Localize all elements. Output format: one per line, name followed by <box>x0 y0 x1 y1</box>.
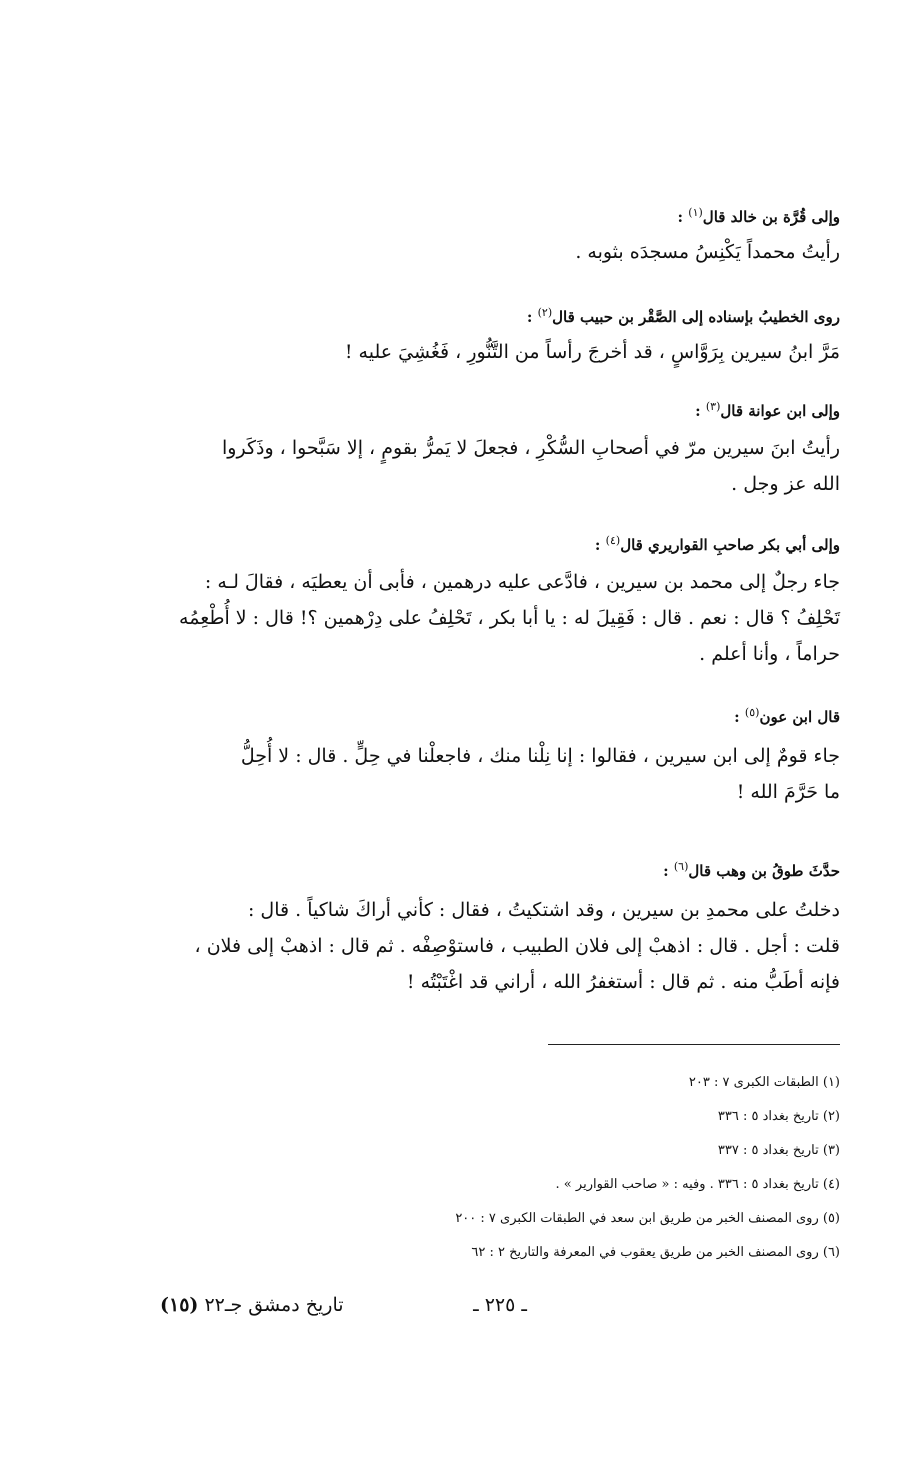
footnote-item: (٣) تاريخ بغداد ٥ : ٣٣٧ <box>717 1143 840 1158</box>
text-line: الله عز وجل . <box>731 473 840 495</box>
section-heading: روى الخطيبُ بإسناده إلى الصَّقْر بن حبيب قال$^{(٢)}$ : <box>526 306 840 326</box>
footnote-divider <box>548 1044 840 1045</box>
footnotes <box>120 1066 840 1270</box>
section-heading: وإلى قُرَّة بن خالد قال$^{(١)}$ : <box>677 206 840 226</box>
book-title: تاريخ دمشق جـ٢٢ <box>204 1294 344 1316</box>
text-line: دخلتُ على محمدِ بن سيرين ، وقد اشتكيتُ ، فقال : كأني أراكَ شاكياً . قال : <box>247 899 840 921</box>
section-1 <box>80 202 840 270</box>
page-number: ـ ٢٢٥ ـ <box>473 1294 527 1316</box>
text-line: تَحْلِفُ ؟ قال : نعم . قال : فَقِيلَ له : يا أبا بكر ، تَحْلِفُ على دِرْهمين ؟! قال : لا أُطْعِمُه <box>179 607 840 629</box>
footnote-item: (٢) تاريخ بغداد ٥ : ٣٣٦ <box>717 1109 840 1124</box>
footnote-item: (٦) روى المصنف الخبر من طريق يعقوب في المعرفة والتاريخ ٢ : ٦٢ <box>471 1245 840 1260</box>
text-line: مَرَّ ابنُ سيرين بِرَوَّاسٍ ، قد أخرجَ رأساً من التَّنُّورِ ، فَغُشِيَ عليه ! <box>344 341 840 363</box>
text-line: رأيتُ ابنَ سيرين مرّ في أصحابِ السُّكْرِ ، فجعلَ لا يَمرُّ بقومٍ ، إلا سَبَّحوا ، وذَكَروا <box>222 437 840 459</box>
section-heading: قال ابن عون$^{(٥)}$ : <box>734 706 840 726</box>
footnote-item: (٤) تاريخ بغداد ٥ : ٣٣٦ . وفيه : « صاحب القوارير » . <box>555 1177 840 1192</box>
footnote-ref: (٦) <box>673 860 689 873</box>
footnote-ref: (٣) <box>705 400 721 413</box>
footnote-ref: (١) <box>688 206 703 219</box>
section-heading: وإلى أبي بكر صاحبِ القواريري قال$^{(٤)}$ : <box>594 534 840 554</box>
footnote-item: (٥) روى المصنف الخبر من طريق ابن سعد في الطبقات الكبرى ٧ : ٢٠٠ <box>455 1211 840 1226</box>
text-line: جاء رجلٌ إلى محمد بن سيرين ، فادَّعى عليه درهمين ، فأبى أن يعطيَه ، فقالَ لـه : <box>204 571 840 593</box>
text-line: ما حَرَّمَ الله ! <box>736 781 840 803</box>
section-heading: وإلى ابن عوانة قال$^{(٣)}$ : <box>695 400 840 420</box>
section-4 <box>80 530 840 672</box>
section-6 <box>80 856 840 1000</box>
signature-number: (١٥) <box>160 1294 199 1316</box>
footnote-item: (١) الطبقات الكبرى ٧ : ٢٠٣ <box>688 1075 840 1090</box>
section-heading: حدَّثَ طوقُ بن وهب قال$^{(٦)}$ : <box>663 860 840 880</box>
book-signature <box>160 1294 344 1316</box>
text-line: رأيتُ محمداً يَكْنِسُ مسجدَه بثوبه . <box>575 241 840 263</box>
footnote-ref: (٤) <box>605 534 621 547</box>
text-line: قلت : أجل . قال : اذهبْ إلى فلان الطبيب ، فاستوْصِفْه . ثم قال : اذهبْ إلى فلان ، <box>194 935 840 957</box>
footnote-ref: (٢) <box>537 306 553 319</box>
text-line: فإنه أطَبُّ منه . ثم قال : أستغفرُ الله ، أراني قد اغْتَبْتُه ! <box>406 971 840 993</box>
text-line: حراماً ، وأنا أعلم . <box>699 643 840 665</box>
section-5 <box>80 702 840 810</box>
footnote-ref: (٥) <box>744 706 760 719</box>
text-line: جاء قومٌ إلى ابن سيرين ، فقالوا : إنا نِلْنا منك ، فاجعلْنا في حِلٍّ . قال : لا أُحِلُّ <box>240 745 840 767</box>
section-2 <box>80 302 840 370</box>
section-3 <box>80 396 840 502</box>
